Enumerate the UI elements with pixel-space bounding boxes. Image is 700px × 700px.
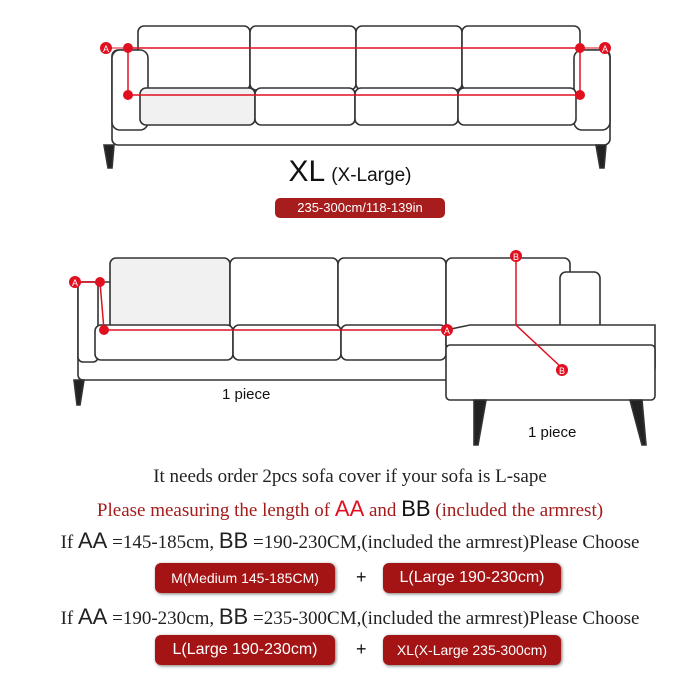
cond-text: =145-185cm, [107, 532, 219, 553]
svg-text:A: A [102, 44, 110, 54]
piece-label-right: 1 piece [528, 424, 577, 441]
svg-text:A: A [443, 326, 451, 336]
instruction-line: It needs order 2pcs sofa cover if your sofa is L-sape [153, 466, 547, 487]
measure-text: Please measuring the length of [96, 500, 335, 521]
svg-text:B: B [512, 252, 520, 262]
option-medium-button: M(Medium 145-185CM) [155, 563, 335, 593]
piece-label-left: 1 piece [222, 386, 271, 403]
measure-instruction [0, 496, 700, 522]
size-title [0, 155, 700, 189]
measure-text: (included the armrest) [430, 500, 604, 521]
bb-label: BB [218, 604, 249, 629]
option-large-button-2: L(Large 190-230cm) [155, 635, 335, 665]
size-name: (X-Large) [331, 165, 412, 186]
cond-text: =190-230cm, [107, 608, 219, 629]
bb-label: BB [401, 496, 431, 521]
if-text: If [60, 532, 78, 553]
svg-text:A: A [601, 44, 609, 54]
l-sofa-drawing [71, 258, 655, 445]
if-text: If [60, 608, 78, 629]
cond-text: =190-230CM,(included the armrest)Please Choose [248, 532, 640, 553]
svg-text:B: B [558, 366, 566, 376]
option-xlarge-button: XL(X-Large 235-300cm) [383, 635, 561, 665]
condition-1 [0, 528, 700, 554]
size-code: XL [288, 155, 326, 188]
plus-sign: + [356, 639, 367, 659]
bb-label: BB [218, 528, 249, 553]
measure-text: and [364, 500, 402, 521]
aa-label: AA [334, 496, 365, 521]
condition-2 [0, 604, 700, 630]
cond-text: =235-300CM,(included the armrest)Please Choose [248, 608, 640, 629]
size-range-badge: 235-300cm/118-139in [275, 198, 445, 218]
svg-text:A: A [71, 278, 79, 288]
plus-sign: + [356, 567, 367, 587]
option-large-button: L(Large 190-230cm) [383, 563, 561, 593]
aa-label: AA [78, 604, 108, 629]
aa-label: AA [78, 528, 108, 553]
